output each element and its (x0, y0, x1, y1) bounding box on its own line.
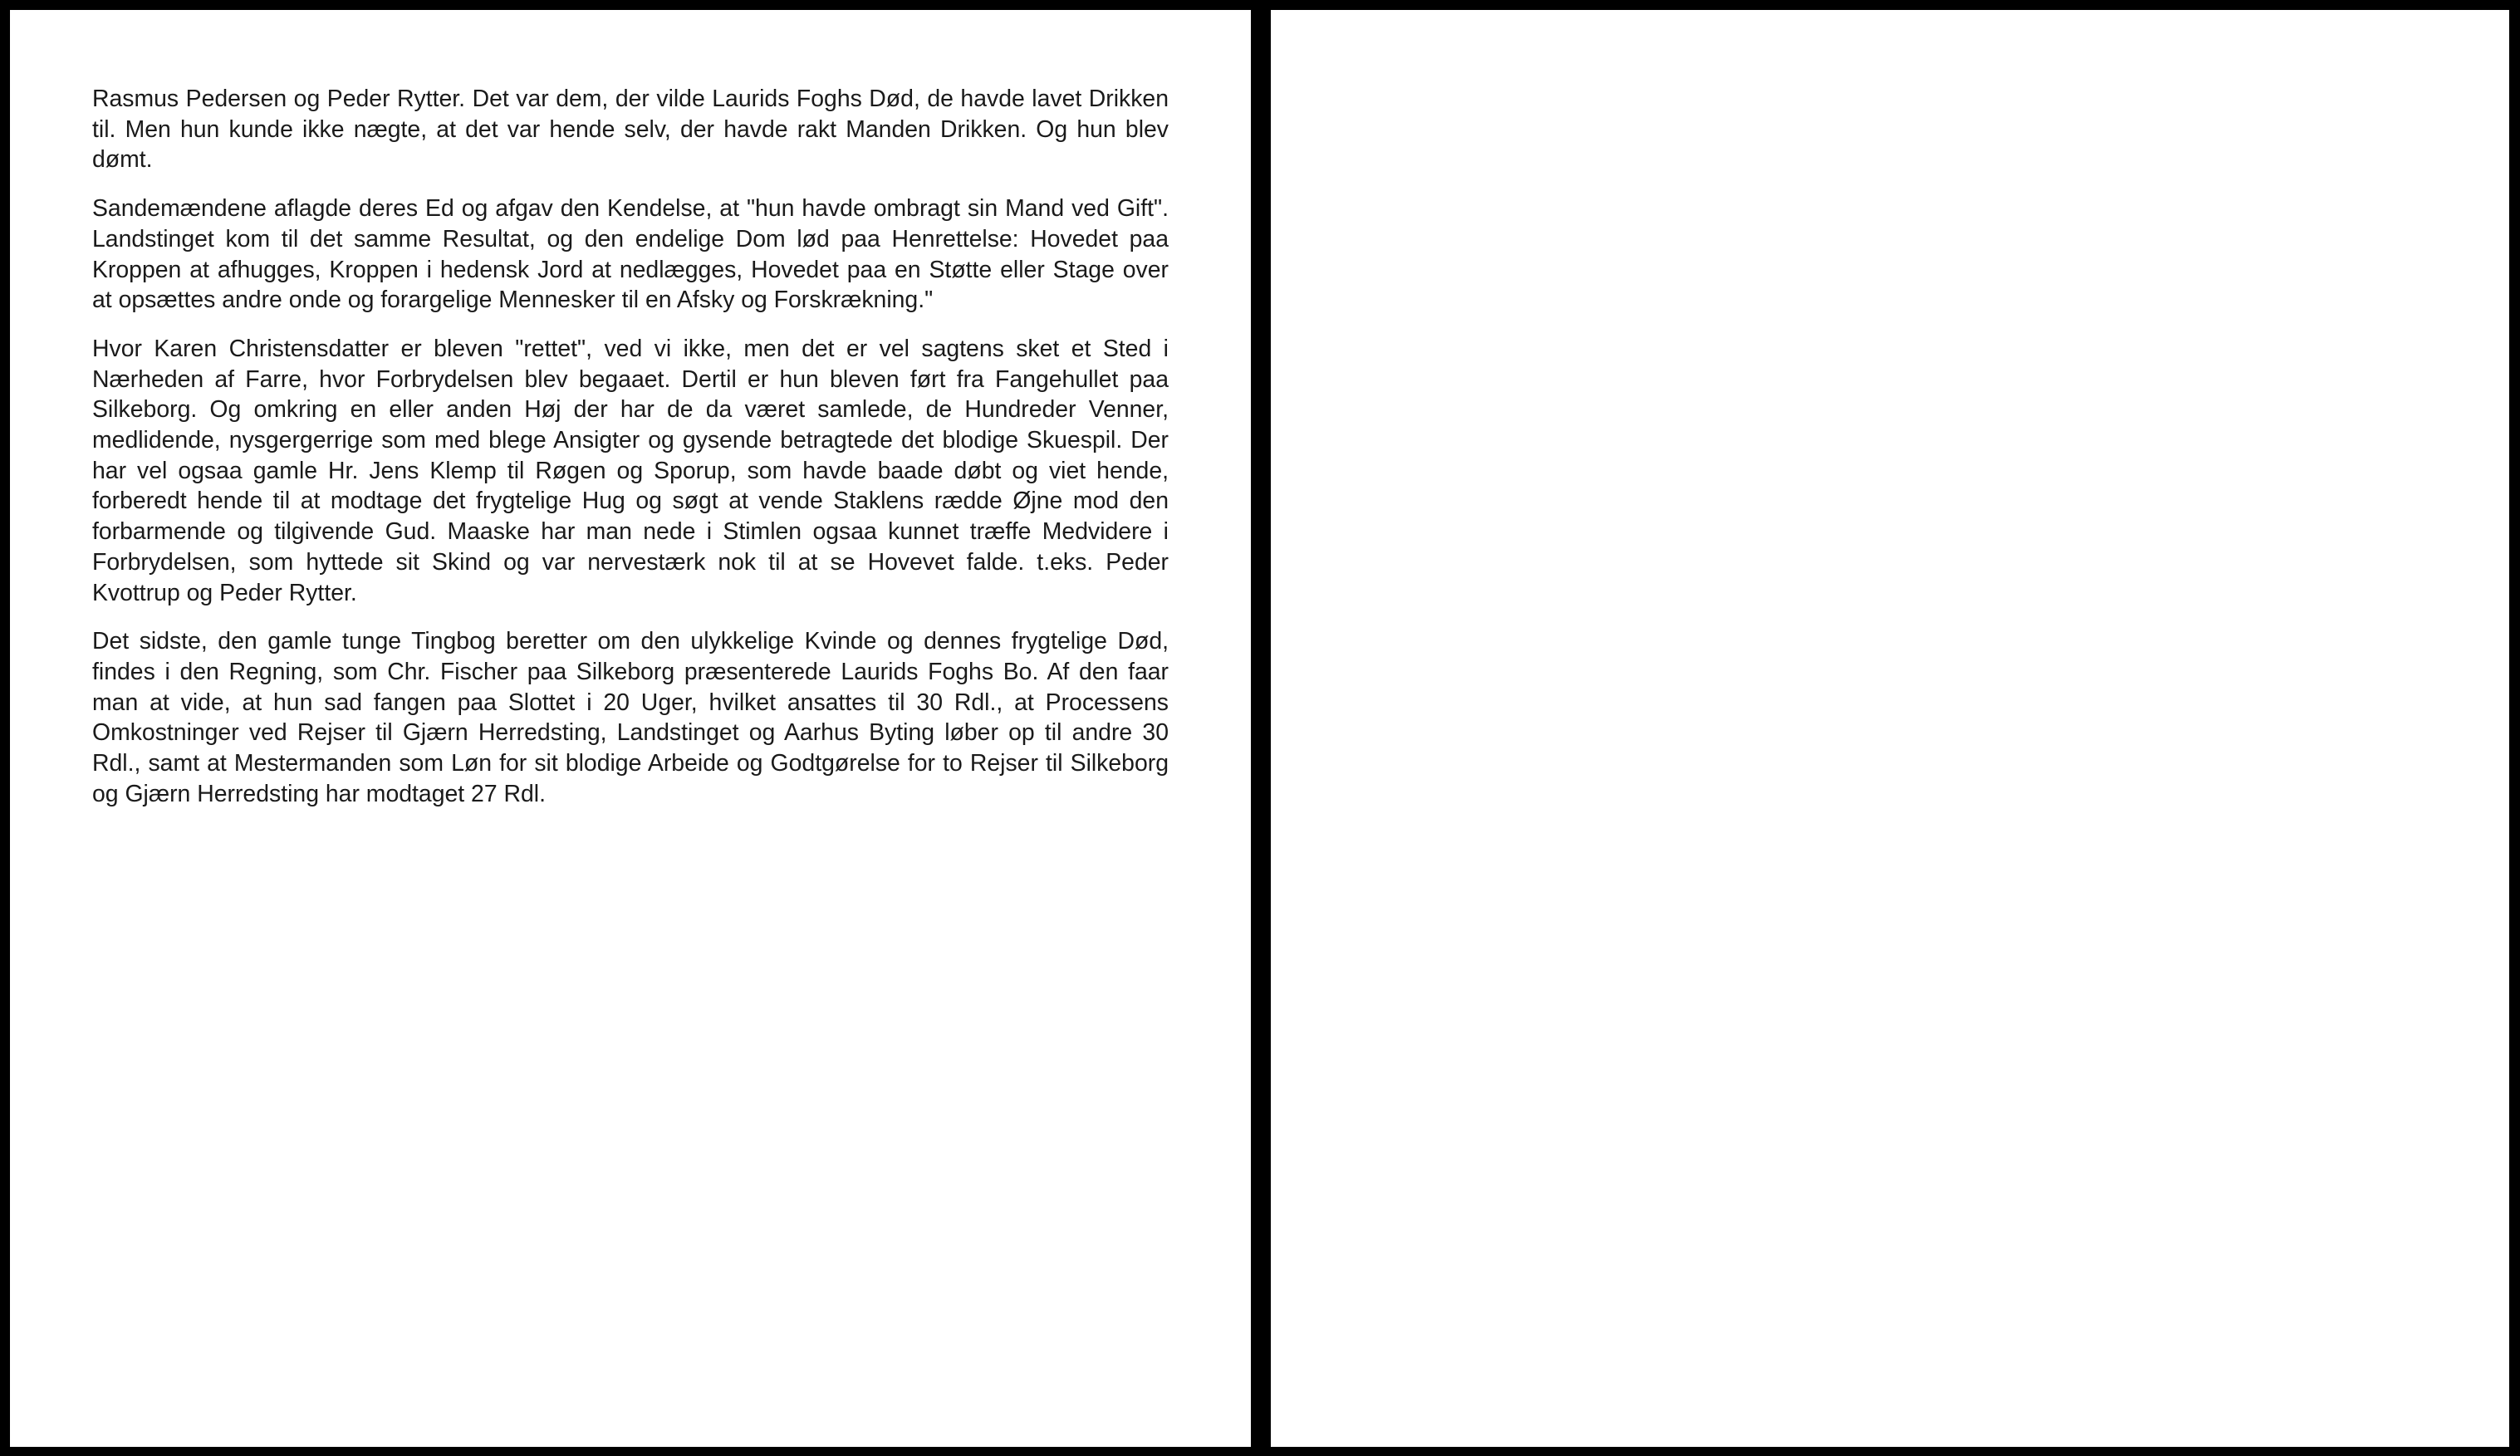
right-page (1271, 10, 2509, 1447)
left-page (10, 10, 1251, 1447)
paragraph-2: Sandemændene aflagde deres Ed og afgav den Kendelse, at "hun havde ombragt sin Mand ved Gift". Landstinget kom til det samme Resultat, og den endelige Dom lød paa Henrettelse: Hovedet paa Kroppen at afhugges, Kroppen i hedensk Jord at nedlægges, Hovedet paa en Støtte eller Stage over at opsættes andre onde og forargelige Mennesker til en Afsky og Forskrækning." (92, 195, 1169, 314)
paragraph-4: Det sidste, den gamle tunge Tingbog beretter om den ulykkelige Kvinde og dennes frygtelige Død, findes i den Regning, som Chr. Fischer paa Silkeborg præsenterede Laurids Foghs Bo. Af den faar man at vide, at hun sad fangen paa Slottet i 20 Uger, hvilket ansattes til 30 Rdl., at Processens Omkostninger ved Rejser til Gjærn Herredsting, Landstinget og Aarhus Byting løber op til andre 30 Rdl., samt at Mestermanden som Løn for sit blodige Arbeide og Godtgørelse for to Rejser til Silkeborg og Gjærn Herredsting har modtaget 27 Rdl. (92, 628, 1169, 807)
paragraph-3: Hvor Karen Christensdatter er bleven "rettet", ved vi ikke, men det er vel sagtens sket et Sted i Nærheden af Farre, hvor Forbrydelsen blev begaaet. Dertil er hun bleven ført fra Fangehullet paa Silkeborg. Og omkring en eller anden Høj der har de da været samlede, de Hundreder Venner, medlidende, nysgergerrige som med blege Ansigter og gysende betragtede det blodige Skuespil. Der har vel ogsaa gamle Hr. Jens Klemp til Røgen og Sporup, som havde baade døbt og viet hende, forberedt hende til at modtage det frygtelige Hug og søgt at vende Staklens rædde Øjne mod den forbarmende og tilgivende Gud. Maaske har man nede i Stimlen ogsaa kunnet træffe Medvidere i Forbrydelsen, som hyttede sit Skind og var nervestærk nok til at se Hovevet falde. t.eks. Peder Kvottrup og Peder Rytter. (92, 335, 1169, 606)
paragraph-1: Rasmus Pedersen og Peder Rytter. Det var dem, der vilde Laurids Foghs Død, de havde lavet Drikken til. Men hun kunde ikke nægte, at det var hende selv, der havde rakt Manden Drikken. Og hun blev dømt. (92, 86, 1169, 174)
page-text (92, 84, 1169, 827)
